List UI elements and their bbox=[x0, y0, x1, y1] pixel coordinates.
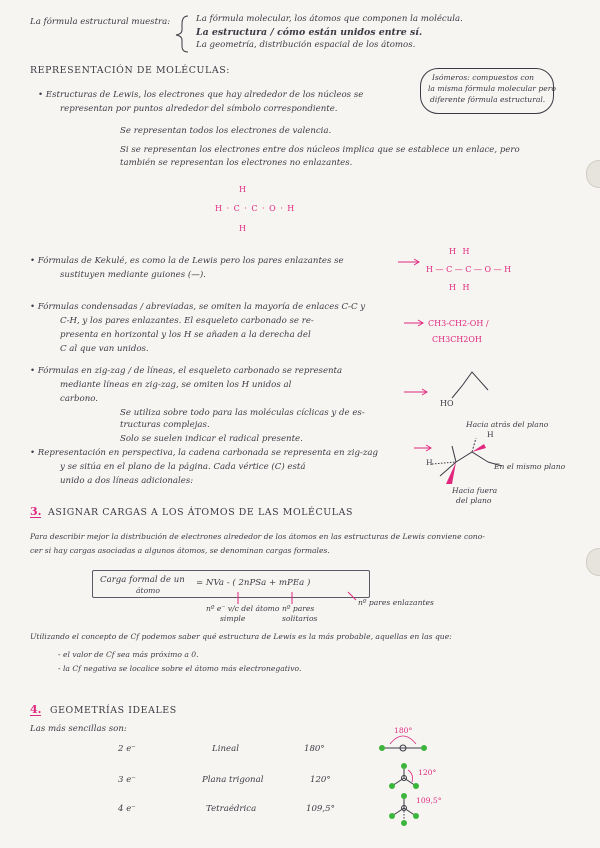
geom-row3-angle: 109,5° bbox=[306, 804, 335, 814]
zigzag-line2: mediante líneas en zig-zag, se omiten los H unidos al bbox=[60, 380, 292, 390]
kekule-struct-mid: H — C — C — O — H bbox=[426, 265, 512, 274]
section3-title: ASIGNAR CARGAS A LOS ÁTOMOS DE LAS MOLÉCULAS bbox=[48, 507, 353, 518]
geom-row2-angle: 120° bbox=[310, 775, 331, 785]
persp-back-label: Hacia atrás del plano bbox=[466, 420, 549, 429]
zigzag-line3: carbono. bbox=[60, 394, 99, 404]
geom-row2-name: Plana trigonal bbox=[202, 775, 264, 785]
kekule-struct-bot: H H bbox=[449, 283, 472, 292]
section-rep-title: REPRESENTACIÓN DE MOLÉCULAS: bbox=[30, 65, 230, 76]
lewis-line1: • Estructuras de Lewis, los electrones que hay alrededor de los núcleos se bbox=[38, 90, 364, 100]
geom-row2-n: 3 e⁻ bbox=[118, 775, 136, 785]
geom-angle-180-label: 180° bbox=[394, 726, 413, 735]
formula-note1: nº e⁻ v/c del átomo bbox=[206, 604, 280, 613]
geom-row1-angle: 180° bbox=[304, 744, 325, 754]
perspective-line1: • Representación en perspectiva, la cadena carbonada se representa en zig-zag bbox=[30, 448, 379, 458]
geom-row1-n: 2 e⁻ bbox=[118, 744, 136, 754]
section3-intro2: cer si hay cargas asociadas a algunos átomos, se denominan cargas formales. bbox=[30, 546, 330, 555]
condensed-line4: C al que van unidos. bbox=[60, 344, 149, 354]
isomers-line2: la misma fórmula molecular pero bbox=[428, 84, 556, 93]
top-note-item1: La fórmula molecular, los átomos que componen la molécula. bbox=[196, 14, 463, 24]
zigzag-line1: • Fórmulas en zig-zag / de líneas, el esqueleto carbonado se representa bbox=[30, 366, 343, 376]
lewis-struct-mid: H · C · C · O · H bbox=[215, 204, 296, 213]
formula-note1b: simple bbox=[220, 614, 246, 623]
perspective-line3: unido a dos líneas adicionales: bbox=[60, 476, 194, 486]
zigzag-line4: Se utiliza sobre todo para las moléculas cíclicas y de es- bbox=[120, 408, 365, 418]
section4-number: 4. bbox=[30, 703, 42, 716]
section3-use1: Utilizando el concepto de Cf podemos saber qué estructura de Lewis es la más probable, aquellas en las que: bbox=[30, 632, 452, 641]
top-note-item2: La estructura / cómo están unidos entre sí. bbox=[196, 27, 423, 38]
top-note-left: La fórmula estructural muestra: bbox=[30, 17, 171, 27]
condensed-line3: presenta en horizontal y los H se añaden a la derecha del bbox=[60, 330, 311, 340]
lewis-line5: también se representan los electrones no enlazantes. bbox=[120, 158, 353, 168]
isomers-line1: Isómeros: compuestos con bbox=[432, 73, 535, 82]
persp-h-label: H bbox=[426, 458, 433, 467]
condensed-line2: C-H, y los pares enlazantes. El esqueleto carbonado se re- bbox=[60, 316, 314, 326]
condensed-formula-2: CH3CH2OH bbox=[432, 335, 482, 344]
formula-right: = NVa - ( 2nPSa + mPEa ) bbox=[196, 578, 311, 588]
section3-use2: - el valor de Cf sea más próximo a 0. bbox=[58, 650, 199, 659]
formula-left-atom: átomo bbox=[136, 586, 160, 595]
geom-angle-109-label: 109,5° bbox=[416, 796, 442, 805]
lewis-line4: Si se representan los electrones entre dos núcleos implica que se establece un enlace, pero bbox=[120, 145, 520, 155]
lewis-struct-top: H bbox=[239, 185, 246, 194]
formula-note3: nº pares enlazantes bbox=[358, 598, 434, 607]
zigzag-line6: Solo se suelen indicar el radical presente. bbox=[120, 434, 303, 444]
geom-row3-n: 4 e⁻ bbox=[118, 804, 136, 814]
persp-plane-label: En el mismo plano bbox=[494, 462, 566, 471]
section3-intro1: Para describir mejor la distribución de electrones alrededor de los átomos en las estructuras de Lewis conviene cono- bbox=[30, 532, 485, 541]
persp-front-label2: del plano bbox=[456, 496, 492, 505]
geom-row1-name: Lineal bbox=[212, 744, 239, 754]
section4-sub: Las más sencillas son: bbox=[30, 724, 127, 734]
formula-note2: nº pares bbox=[282, 604, 315, 613]
persp-front-label1: Hacia fuera bbox=[452, 486, 498, 495]
geom-row3-name: Tetraédrica bbox=[206, 804, 257, 814]
kekule-struct-top: H H bbox=[449, 247, 472, 256]
lewis-line3: Se representan todos los electrones de valencia. bbox=[120, 126, 332, 136]
zigzag-line5: tructuras complejas. bbox=[120, 420, 210, 430]
kekule-line1: • Fórmulas de Kekulé, es como la de Lewis pero los pares enlazantes se bbox=[30, 256, 344, 266]
geom-angle-120-label: 120° bbox=[418, 768, 437, 777]
formula-left: Carga formal de un bbox=[100, 575, 185, 585]
perspective-line2: y se sitúa en el plano de la página. Cada vértice (C) está bbox=[60, 462, 306, 472]
zigzag-ho-label: HO bbox=[440, 399, 454, 408]
formula-note2b: solitarios bbox=[282, 614, 318, 623]
section3-number: 3. bbox=[30, 505, 42, 518]
lewis-line2: representan por puntos alrededor del símbolo correspondiente. bbox=[60, 104, 338, 114]
persp-h-label: H bbox=[487, 430, 494, 439]
condensed-line1: • Fórmulas condensadas / abreviadas, se omiten la mayoría de enlaces C-C y bbox=[30, 302, 366, 312]
kekule-line2: sustituyen mediante guiones (—). bbox=[60, 270, 206, 280]
section4-title: GEOMETRÍAS IDEALES bbox=[50, 705, 177, 716]
condensed-formula-1: CH3-CH2-OH / bbox=[428, 319, 489, 328]
lewis-struct-bot: H bbox=[239, 224, 246, 233]
top-note-item3: La geometría, distribución espacial de los átomos. bbox=[196, 40, 416, 50]
isomers-line3: diferente fórmula estructural. bbox=[430, 95, 546, 104]
section3-use3: - la Cf negativa se localice sobre el átomo más electronegativo. bbox=[58, 664, 302, 673]
